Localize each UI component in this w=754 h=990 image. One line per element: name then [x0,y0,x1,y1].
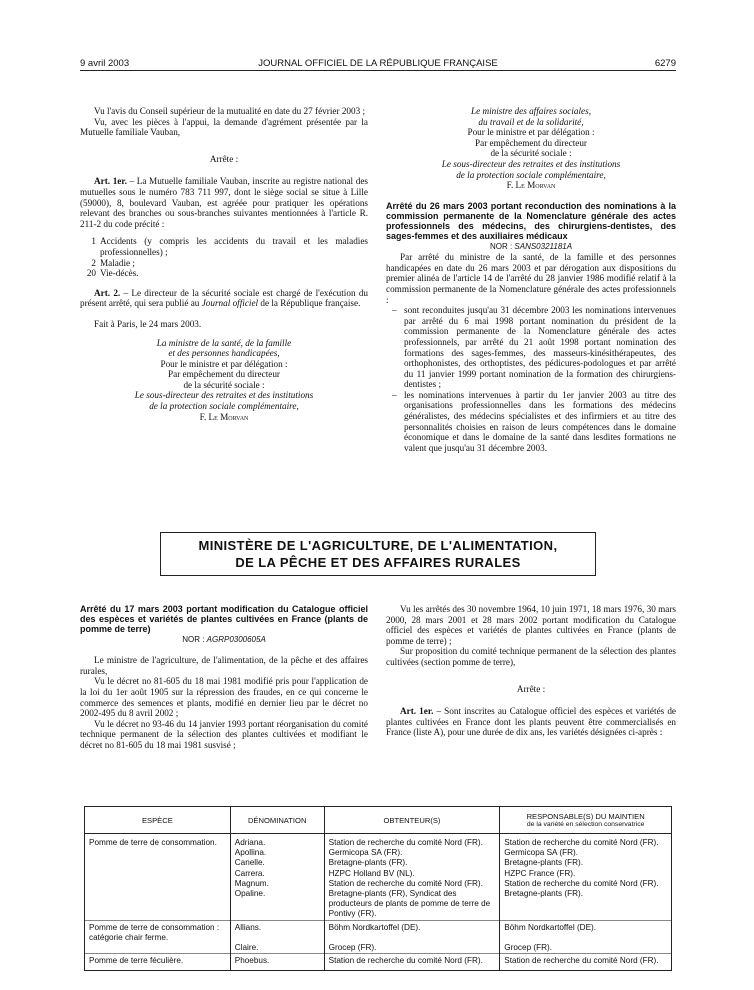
cell-responsable: Grocep (FR). [500,943,672,954]
table-row [85,848,672,858]
list-item: 2 Maladie ; [91,257,135,268]
variety-table [84,806,672,971]
body-paragraph: Vu le décret no 81-605 du 18 mai 1981 modifié pris pour l'application de la loi du 1er août 1905 sur la répression des fraudes, en ce qui concerne le commerce des semences et plants, modifié en dernier lieu par le décret no 2002-495 du 8 avril 2002 ; [80,676,368,719]
column-header-denomination: DÉNOMINATION [230,807,324,834]
left-column-top [80,106,368,422]
cell-espece: Pomme de terre de consommation. [85,834,231,849]
column-header-espece: ESPÈCE [85,807,231,834]
cell-espece: Pomme de terre féculière. [85,954,231,971]
header-journal-title: JOURNAL OFFICIEL DE LA RÉPUBLIQUE FRANÇAISE [258,58,498,69]
journal-reference: Journal officiel [201,298,259,309]
signatory-name: F. Le Morvan [506,180,556,191]
cell-responsable: Germicopa SA (FR). [500,848,672,858]
signatory-name: F. Le Morvan [199,411,249,422]
cell-denomination: Apollina. [230,848,324,858]
cell-denomination: Allians. [230,920,324,943]
signature-block: La ministre de la santé, de la famille et des personnes handicapées, Pour le ministre et par délégation : Par empêchement du directeur de la sécurité sociale : Le sous-directeur des retraites et des institutions de la protection sociale complémentaire, F. Le Morvan [80,338,368,423]
nor-reference: NOR : SANS0321181A [489,241,573,251]
cell-espece: Pomme de terre de consommation : catégorie chair ferme. [85,920,231,943]
body-paragraph: Sur proposition du comité technique permanent de la sélection des plantes cultivées (section pomme de terre), [386,646,676,667]
table-row [85,834,672,849]
table-header-row [85,807,672,834]
arrete-heading: Arrête : [209,153,239,164]
cell-responsable: Böhm Nordkartoffel (DE). [500,920,672,943]
table-row [85,954,672,971]
cell-obtenteur: Bretagne-plants (FR). [324,858,500,868]
article-1: Art. 1er. – Sont inscrites au Catalogue officiel des espèces et variétés de plantes cultivées en France dont les plants peuvent être commercialisés en France (liste A), pour une durée de dix ans, les variétés désignées ci-après : [386,706,676,738]
arrete-title: Arrêté du 17 mars 2003 portant modification du Catalogue officiel des espèces et variétés de plantes cultivées en France (plants de pomme de terre) [80,604,368,635]
cell-denomination: Opaline. [230,889,324,920]
table-row [85,920,672,943]
cell-obtenteur: Station de recherche du comité Nord (FR). [324,879,500,889]
column-header-responsables: RESPONSABLE(S) DU MAINTIEN de la variété en sélection conservatrice [500,807,672,834]
arrete-heading: Arrête : [516,683,546,694]
header-page-number: 6279 [654,58,676,69]
header-date: 9 avril 2003 [80,58,130,69]
table-row [85,943,672,954]
cell-denomination: Adriana. [230,834,324,849]
cell-responsable: Station de recherche du comité Nord (FR). [500,879,672,889]
signature-block: Le ministre des affaires sociales, du travail et de la solidarité, Pour le ministre et par délégation : Par empêchement du directeur de la sécurité sociale : Le sous-directeur des retraites et des institutions de la protection sociale complémentaire, F. Le Morvan [386,106,676,191]
cell-responsable: Bretagne-plants (FR). [500,889,672,920]
article-label: Art. 1er. [400,706,434,717]
body-paragraph: Le ministre de l'agriculture, de l'alimentation, de la pêche et des affaires rurales, [80,655,368,676]
article-1 [80,176,368,229]
article-label: Art. 1er. [94,176,127,187]
cell-denomination: Carrera. [230,869,324,879]
cell-responsable: Bretagne-plants (FR). [500,858,672,868]
cell-obtenteur: Böhm Nordkartoffel (DE). [324,920,500,943]
cell-responsable: HZPC France (FR). [500,869,672,879]
article-2: Art. 2. – Le directeur de la sécurité sociale est chargé de l'exécution du présent arrêté, qui sera publié au Journal officiel de la République française. [80,287,369,309]
cell-obtenteur: Germicopa SA (FR). [324,848,500,858]
fait-line: Fait à Paris, le 24 mars 2003. [94,318,202,329]
list-item: – sont reconduites jusqu'au 31 décembre 2003 les nominations intervenues par arrêté du 6 mai 1998 portant nomination du président de la commission permanente de la Nomenclature générale des actes professionnels, par arrêté du 21 août 1998 portant nomination des formations des sages-femmes, des masseurs-kinésithérapeutes, des orthophonistes, des orthoptistes, des pédicures-podologues et par arrêté du 11 janvier 1999 portant nomination de la formation des chirurgiens-dentistes ; [392,305,676,390]
branch-list [80,236,368,278]
header-rule [80,70,676,71]
nor-reference: NOR : AGRP0300605A [182,634,266,644]
left-column-bottom [80,604,368,751]
ministry-heading: MINISTÈRE DE L'AGRICULTURE, DE L'ALIMENTATION, DE LA PÊCHE ET DES AFFAIRES RURALES [160,532,596,576]
column-header-obtenteurs: OBTENTEUR(S) [324,807,500,834]
table-row [85,869,672,879]
list-item: – les nominations intervenues à partir du 1er janvier 2003 au titre des organisations professionnelles dans les formations des médecins généralistes, des médecins spécialistes et des infirmiers et au titre des personnalités choisies en raison de leurs compétences dans le domaine économique et dans le domaine de la santé dans lesdites formations ne valent que jusqu'au 31 décembre 2003. [392,389,676,453]
cell-responsable: Station de recherche du comité Nord (FR). [500,954,672,971]
cell-responsable: Station de recherche du comité Nord (FR). [500,834,672,849]
vu-paragraph: Vu l'avis du Conseil supérieur de la mutualité en date du 27 février 2003 ; [94,106,366,116]
cell-obtenteur: HZPC Holland BV (NL). [324,869,500,879]
cell-denomination: Canelle. [230,858,324,868]
cell-denomination: Claire. [230,943,324,954]
list-item: 20 Vie-décès. [86,268,139,279]
article-text: – La Mutuelle familiale Vauban, inscrite au registre national des mutuelles sous le numéro 783 711 997, dont le siège social se situe à Lille (59000), 8, boulevard Vauban, est agréée pour pratiquer les opérations relevant des branches ou sous-branches suivantes mentionnées à l'article R. 211-2 du code précité : [80,176,368,229]
cell-denomination: Magnum. [230,879,324,889]
cell-obtenteur: Bretagne-plants (FR), Syndicat des producteurs de plants de pomme de terre de Pontivy (FR). [324,889,500,920]
article-label: Art. 2. [94,287,121,298]
right-column-top [386,106,676,453]
body-paragraph: Vu les arrêtés des 30 novembre 1964, 10 juin 1971, 18 mars 1976, 30 mars 2000, 28 mars 2001 et 28 mars 2002 portant modification du Catalogue officiel des espèces et variétés de plantes cultivées en France (plants de pomme de terre) ; [386,604,676,646]
cell-obtenteur: Station de recherche du comité Nord (FR). [324,954,500,971]
table-row [85,879,672,889]
table-row [85,889,672,920]
right-column-bottom [386,604,676,738]
body-paragraph: Vu le décret no 93-46 du 14 janvier 1993 portant réorganisation du comité technique permanent de la sélection des plantes cultivées et modifiant le décret no 81-605 du 18 mai 1981 susvisé ; [80,718,368,750]
cell-obtenteur: Station de recherche du comité Nord (FR). [324,834,500,849]
cell-denomination: Phoebus. [230,954,324,971]
list-item: 1 Accidents (y compris les accidents du travail et les maladies professionnelles) ; [91,236,368,257]
arrete-title: Arrêté du 26 mars 2003 portant reconduction des nominations à la commission permanente de la Nomenclature générale des actes professionnels des médecins, des chirurgiens-dentistes, des sages-femmes et des auxiliaires médicaux [386,200,676,242]
table-row [85,858,672,868]
cell-obtenteur: Grocep (FR). [324,943,500,954]
arrete-body: Par arrêté du ministre de la santé, de la famille et des personnes handicapées en date du 26 mars 2003 et par dérogation aux dispositions du premier alinéa de l'article 14 de l'arrêté du 28 janvier 1986 modifié relatif à la commission permanente de la Nomenclature générale des actes professionnels : [386,252,676,305]
vu-paragraph: Vu, avec les pièces à l'appui, la demande d'agrément présentée par la Mutuelle familiale Vauban, [80,116,368,138]
